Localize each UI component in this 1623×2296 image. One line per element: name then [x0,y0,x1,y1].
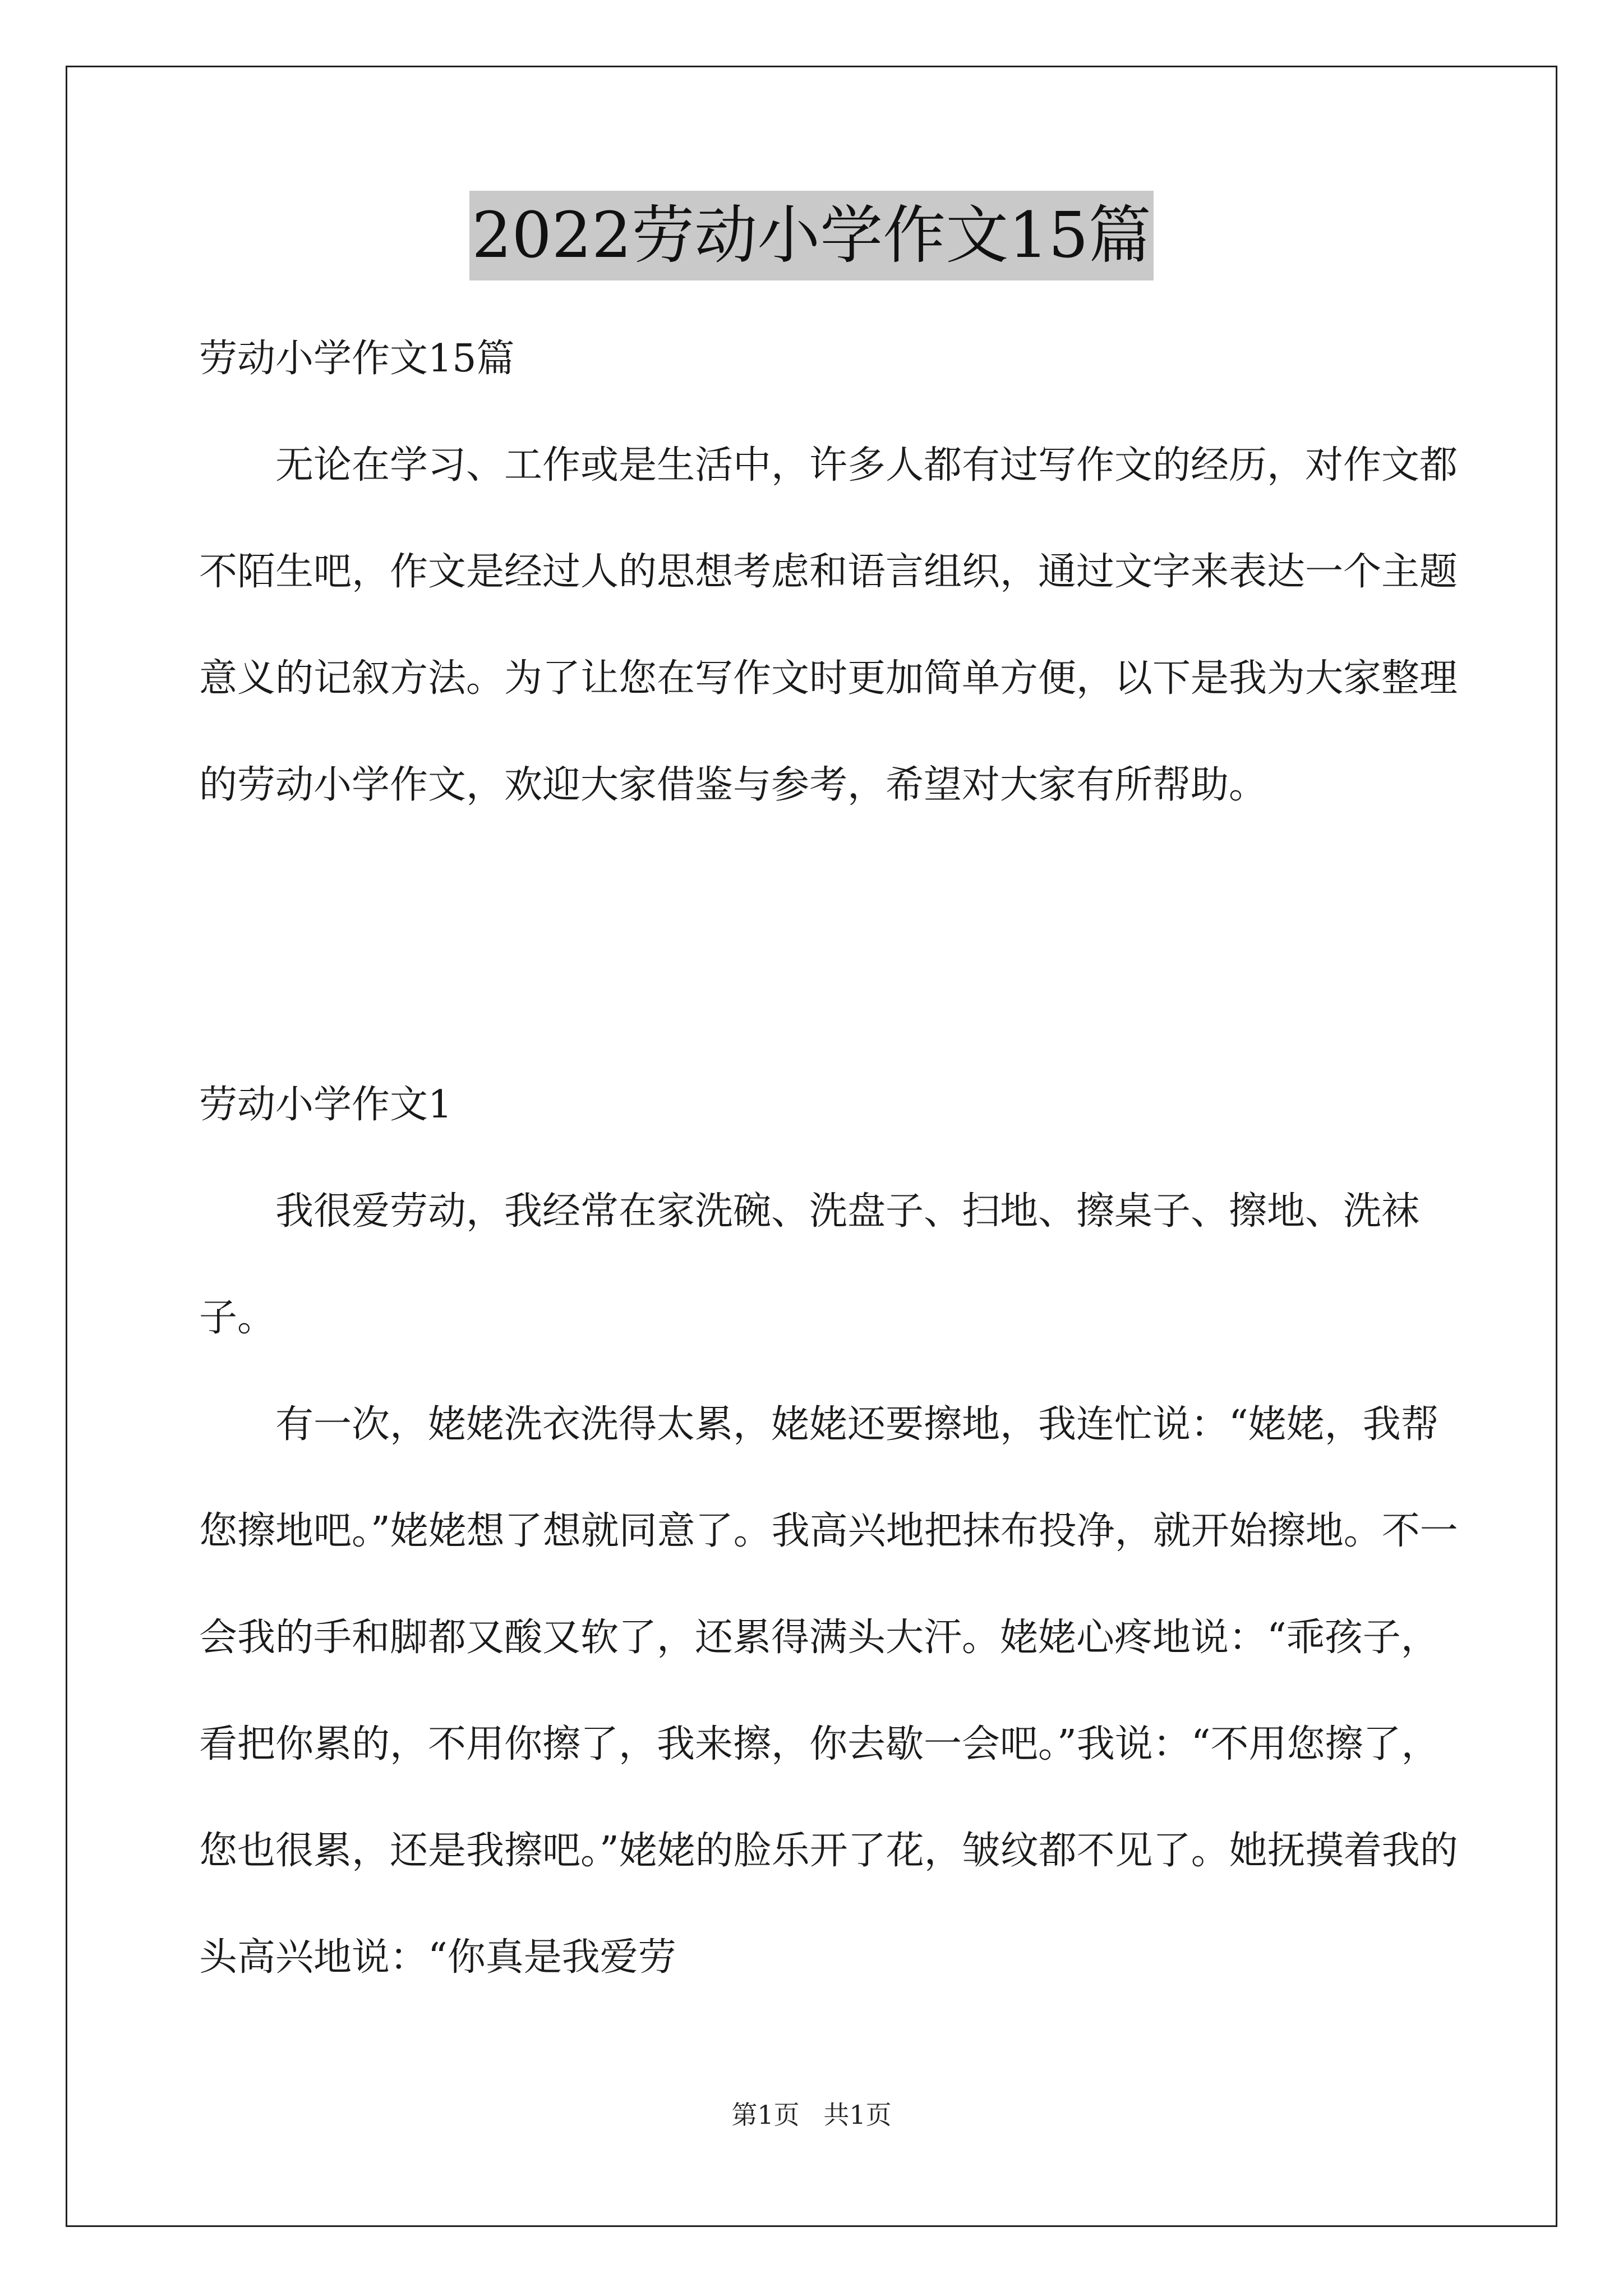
section-paragraph-1: 我很爱劳动，我经常在家洗碗、洗盘子、扫地、擦桌子、擦地、洗袜子。 [199,1189,1420,1340]
title-container [0,191,1623,280]
document-subtitle: 劳动小学作文15篇 [199,337,515,381]
intro-paragraph: 无论在学习、工作或是生活中，许多人都有过写作文的经历，对作文都不陌生吧，作文是经过人的思想考虑和语言组织，通过文字来表达一个主题意义的记叙方法。为了让您在写作文时更加简单方便，以下是我为大家整理的劳动小学作文，欢迎大家借鉴与参考，希望对大家有所帮助。 [199,443,1458,807]
page-footer [0,2098,1623,2132]
page-number-current: 第1页 [731,2100,800,2130]
section-heading: 劳动小学作文1 [199,1083,453,1127]
section-paragraph-2: 有一次，姥姥洗衣洗得太累，姥姥还要擦地，我连忙说：“姥姥，我帮您擦地吧。”姥姥想了想就同意了。我高兴地把抹布投净，就开始擦地。不一会我的手和脚都又酸又软了，还累得满头大汗。姥姥心疼地说：“乖孩子，看把你累的，不用你擦了，我来擦，你去歇一会吧。”我说：“不用您擦了，您也很累，还是我擦吧。”姥姥的脸乐开了花，皱纹都不见了。她抚摸着我的头高兴地说：“你真是我爱劳 [199,1402,1458,1980]
document-title: 2022劳动小学作文15篇 [469,191,1154,280]
page-number-total: 共1页 [823,2100,892,2130]
